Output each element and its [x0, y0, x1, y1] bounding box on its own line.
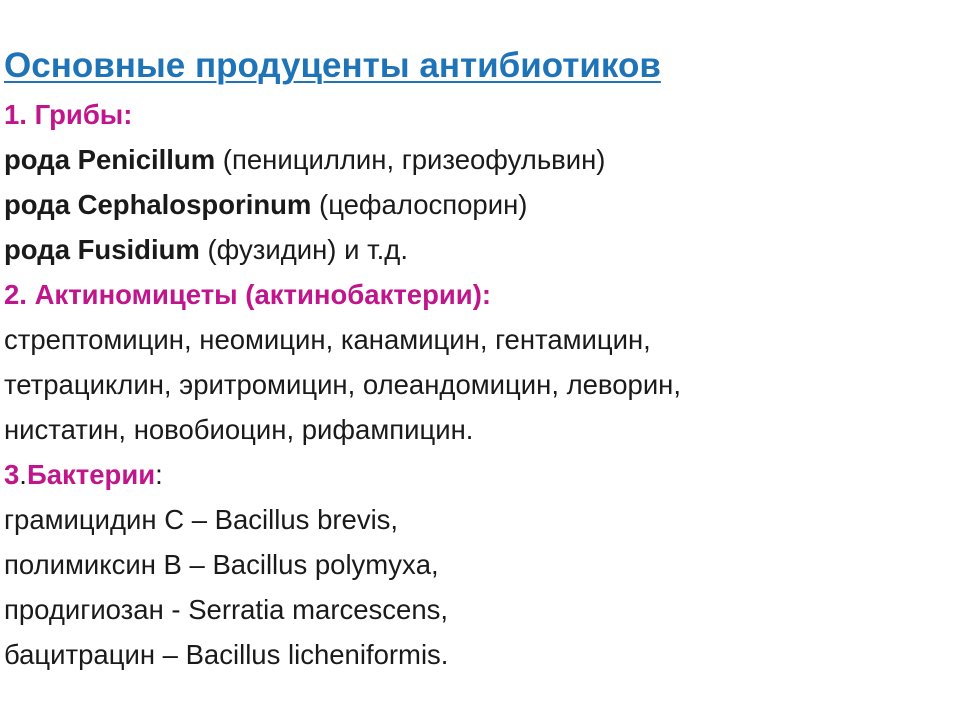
bacteria-line-4: бацитрацин – Bacillus licheniformis. [4, 639, 449, 670]
bacteria-line-2: полимиксин В – Bacillus polymyxa, [4, 549, 439, 580]
fungi-item-penicillum [4, 137, 954, 182]
actinomycetes-line-2: тетрациклин, эритромицин, олеандомицин, леворин, [4, 369, 682, 400]
fungi-products: (фузидин) и т.д. [199, 234, 408, 265]
fungi-item-prefix: рода [4, 144, 78, 175]
fungi-heading: 1. Грибы: [4, 99, 133, 130]
page-title: Основные продуценты антибиотиков [4, 46, 661, 85]
bacteria-dot: . [19, 459, 27, 490]
bacteria-number: 3 [4, 459, 20, 490]
fungi-item-fusidium [4, 227, 954, 272]
bacteria-colon: : [155, 459, 163, 490]
fungi-products: (пенициллин, гризеофульвин) [215, 144, 606, 175]
fungi-item-cephalosporinum [4, 182, 954, 227]
fungi-genus: Cephalosporinum [77, 189, 312, 220]
bacteria-line-1: грамицидин С – Bacillus brevis, [4, 504, 399, 535]
bacteria-line-3: продигиозан - Serratia marcescens, [4, 594, 449, 625]
fungi-item-prefix: рода [4, 234, 78, 265]
slide-content [4, 40, 954, 677]
fungi-genus: Penicillum [77, 144, 216, 175]
actinomycetes-line-3: нистатин, новобиоцин, рифампицин. [4, 414, 474, 445]
actinomycetes-heading: 2. Актиномицеты (актинобактерии): [4, 279, 492, 310]
fungi-products: (цефалоспорин) [311, 189, 528, 220]
bacteria-heading [4, 452, 954, 497]
fungi-genus: Fusidium [77, 234, 200, 265]
actinomycetes-line-1: стрептомицин, неомицин, канамицин, гентамицин, [4, 324, 651, 355]
fungi-item-prefix: рода [4, 189, 78, 220]
bacteria-heading-text: Бактерии [26, 459, 156, 490]
